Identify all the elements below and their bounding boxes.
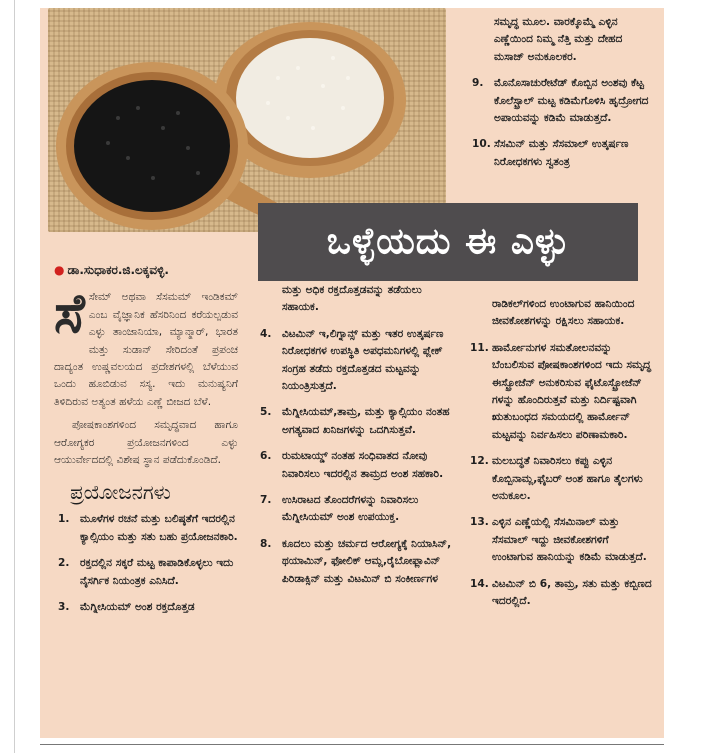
list-item: 1. ಮೂಳೆಗಳ ರಚನೆ ಮತ್ತು ಬಲಿಷ್ಠತೆಗೆ ಇದರಲ್ಲಿನ ಕ್ಯಾಲ್ಸಿಯಂ ಮತ್ತು ಸತು ಬಹು ಪ್ರಯೋಜನಕಾರಿ. bbox=[58, 513, 238, 543]
continued-text: ಮತ್ತು ಅಧಿಕ ರಕ್ತದೊತ್ತಡವನ್ನು ತಡೆಯಲು ಸಹಾಯಕ. bbox=[282, 284, 422, 314]
list-item: 2. ರಕ್ತದಲ್ಲಿನ ಸಕ್ಕರೆ ಮಟ್ಟ ಕಾಪಾಡಿಕೊಳ್ಳಲು ಇದು ನೈಸರ್ಗಿಕ ನಿಯಂತ್ರಕ ಎನಿಸಿದೆ. bbox=[58, 557, 234, 587]
list-item: 14. ವಿಟಮಿನ್ ಬಿ 6, ತಾಮ್ರ, ಸತು ಮತ್ತು ಕಬ್ಬಿಣದ ಇದರಲ್ಲಿದೆ. bbox=[470, 577, 652, 608]
continued-text: ರಾಡಿಕಲ್‌ಗಳಿಂದ ಉಂಟಾಗುವ ಹಾನಿಯಿಂದ ಜೀವಕೋಶಗಳನ್ನು ರಕ್ಷಿಸಲು ಸಹಾಯಕ. bbox=[492, 298, 635, 328]
intro-text: ಸೇಮ್ ಅಥವಾ ಸೆಸಮಮ್ ಇಂಡಿಕಮ್ ಎಂಬ ವೈಜ್ಞಾನಿಕ ಹೆಸರಿನಿಂದ ಕರೆಯಲ್ಪಡುವ ಎಳ್ಳು ತಾಂಜಾನಿಯಾ, ಮ್ಯಾನ್ಮಾರ್, ಭಾರತ ಮತ್ತು ಸುಡಾನ್ ಸೇರಿದಂತೆ ಪ್ರಪಂಚ ದಾದ್ಯಂತ ಉಷ್ಣವಲಯದ ಪ್ರದೇಶಗಳಲ್ಲಿ ಬೆಳೆಯುವ ಒಂದು ಹೂಬಿಡುವ ಸಸ್ಯ. ಇದು ಮನುಷ್ಯನಿಗೆ ತಿಳಿದಿರುವ ಅತ್ಯಂತ ಹಳೆಯ ಎಣ್ಣೆ ಬೀಜದ ಬೆಳೆ. bbox=[54, 291, 238, 408]
list-item: 8. ಕೂದಲು ಮತ್ತು ಚರ್ಮದ ಆರೋಗ್ಯಕ್ಕೆ ನಿಯಾಸಿನ್, ಥಯಾಮಿನ್, ಫೋಲಿಕ್ ಆಮ್ಲ,ರೈಬೋಫ್ಲಾವಿನ್ ಪಿರಿಡಾಕ್ಸಿನ್ ಮತ್ತು ವಿಟಮಿನ್ ಬಿ ಸಂಕೀರ್ಣಗಳ bbox=[260, 537, 452, 585]
dropcap: ಸೆ bbox=[54, 282, 85, 346]
list-item: 4. ವಿಟಮಿನ್ ಇ,ಲಿಗ್ನಾನ್ಸ್ ಮತ್ತು ಇತರ ಉತ್ಕರ್ಷಣ ನಿರೋಧಕಗಳ ಉಪಸ್ಥಿತಿ ಅಪಧಮನಿಗಳಲ್ಲಿ ಪ್ಲೇಕ್ ಸಂಗ್ರಹ ತಡೆದು ರಕ್ತದೊತ್ತಡದ ಮಟ್ಟವನ್ನು ನಿಯಂತ್ರಿಸುತ್ತದೆ. bbox=[260, 327, 444, 393]
list-item: 9. ಮೊನೊಸಾಚುರೇಟೆಡ್ ಕೊಬ್ಬಿನ ಅಂಶವು ಕೆಟ್ಟ ಕೊಲೆಸ್ಟ್ರಾಲ್ ಮಟ್ಟ ಕಡಿಮೆಗೊಳಿಸಿ ಹೃದ್ರೋಗದ ಅಪಾಯವನ್ನು ಕಡಿಮೆ ಮಾಡುತ್ತದೆ. bbox=[472, 77, 649, 125]
list-item: 7. ಉಸಿರಾಟದ ತೊಂದರೆಗಳನ್ನು ನಿವಾರಿಸಲು ಮೆಗ್ನೀಸಿಯಮ್ ಅಂಶ ಉಪಯುಕ್ತ. bbox=[260, 494, 419, 524]
list-item: 5. ಮೆಗ್ನೀಸಿಯಮ್,ತಾಮ್ರ, ಮತ್ತು ಕ್ಯಾಲ್ಸಿಯಂ ನಂತಹ ಅಗತ್ಯವಾದ ಖನಿಜಗಳನ್ನು ಒದಗಿಸುತ್ತವೆ. bbox=[260, 406, 450, 436]
headline-banner: ಒಳ್ಳೆಯದು ಈ ಎಳ್ಳು bbox=[258, 203, 638, 281]
list-item: 12. ಮಲಬದ್ಧತೆ ನಿವಾರಿಸಲು ಕಪ್ಪು ಎಳ್ಳಿನ ಕೊಬ್ಬಿನಾಮ್ಲ,ಫೈಬರ್ ಅಂಶ ಹಾಗೂ ತೈಲಗಳು ಅನುಕೂಲ. bbox=[470, 455, 643, 503]
author-name: ಡಾ.ಸುಧಾಕರ.ಜಿ.ಲಕ್ಕವಳ್ಳಿ. bbox=[67, 263, 169, 277]
margin-rule bbox=[14, 0, 15, 753]
right-column-bottom bbox=[466, 296, 652, 620]
list-item: 3. ಮೆಗ್ನೀಸಿಯಮ್ ಅಂಶ ರಕ್ತದೊತ್ತಡ bbox=[58, 601, 195, 614]
list-item: 10. ಸೆಸಮಿನ್ ಮತ್ತು ಸೆಸಮಾಲ್ ಉತ್ಕರ್ಷಣ ನಿರೋಧಕಗಳು ಸ್ವತಂತ್ರ bbox=[472, 138, 629, 168]
intro-paragraph bbox=[54, 282, 238, 411]
section-title: ಪ್ರಯೋಜನಗಳು bbox=[70, 480, 171, 505]
bottom-rule bbox=[40, 744, 664, 745]
bullet-icon: ● bbox=[54, 263, 65, 277]
left-column bbox=[54, 262, 238, 626]
sesame-seeds-photo bbox=[48, 8, 446, 232]
intro-paragraph-2: ಪೋಷಕಾಂಶಗಳಿಂದ ಸಮೃದ್ಧವಾದ ಹಾಗೂ ಆರೋಗ್ಯಕರ ಪ್ರಯೋಜನಗಳಿಂದ ಎಳ್ಳು ಆಯುರ್ವೇದದಲ್ಲಿ ವಿಶೇಷ ಸ್ಥಾನ ಪಡೆದುಕೊಂಡಿದೆ. bbox=[54, 419, 238, 467]
author-byline bbox=[54, 262, 238, 279]
list-item: 13. ಎಳ್ಳಿನ ಎಣ್ಣೆಯಲ್ಲಿ ಸೆಸಮಿನಾಲ್ ಮತ್ತು ಸೆಸಮಾಲ್ ಇದ್ದು ಜೀವಕೋಶಗಳಿಗೆ ಉಂಟಾಗುವ ಹಾನಿಯನ್ನು ಕಡಿಮೆ ಮಾಡುತ್ತದೆ. bbox=[470, 516, 647, 564]
continued-text: ಸಮೃದ್ಧ ಮೂಲ. ವಾರಕ್ಕೊಮ್ಮೆ ಎಳ್ಳಿನ ಎಣ್ಣೆಯಿಂದ ನಿಮ್ಮ ನೆತ್ತಿ ಮತ್ತು ದೇಹದ ಮಸಾಜ್ ಅನುಕೂಲಕರ. bbox=[494, 16, 623, 63]
list-item: 6. ರುಮಟಾಯ್ಡ್ ನಂತಹ ಸಂಧಿವಾತದ ನೋವು ನಿವಾರಿಸಲು ಇದರಲ್ಲಿನ ತಾಮ್ರದ ಅಂಶ ಸಹಕಾರಿ. bbox=[260, 450, 444, 480]
middle-column bbox=[256, 282, 452, 597]
list-item: 11. ಹಾರ್ಮೋನುಗಳ ಸಮತೋಲನವನ್ನು ಬೆಂಬಲಿಸುವ ಪೋಷಕಾಂಶಗಳಿಂದ ಇದು ಸಮೃದ್ಧ ಈಸ್ಟ್ರೋಜೆನ್ ಅನುಕರಿಸುವ ಫೈಟೊಸ್ಟ್ರೋಜೆನ್ ಗಳನ್ನು ಹೊಂದಿರುತ್ತವೆ ಮತ್ತು ನಿರ್ದಿಷ್ಟವಾಗಿ ಋತುಬಂಧದ ಸಮಯದಲ್ಲಿ ಹಾರ್ಮೋನ್ ಮಟ್ಟವನ್ನು ನಿರ್ವಹಿಸಲು ಪರಿಣಾಮಕಾರಿ. bbox=[470, 341, 652, 441]
right-column-top bbox=[468, 14, 652, 180]
